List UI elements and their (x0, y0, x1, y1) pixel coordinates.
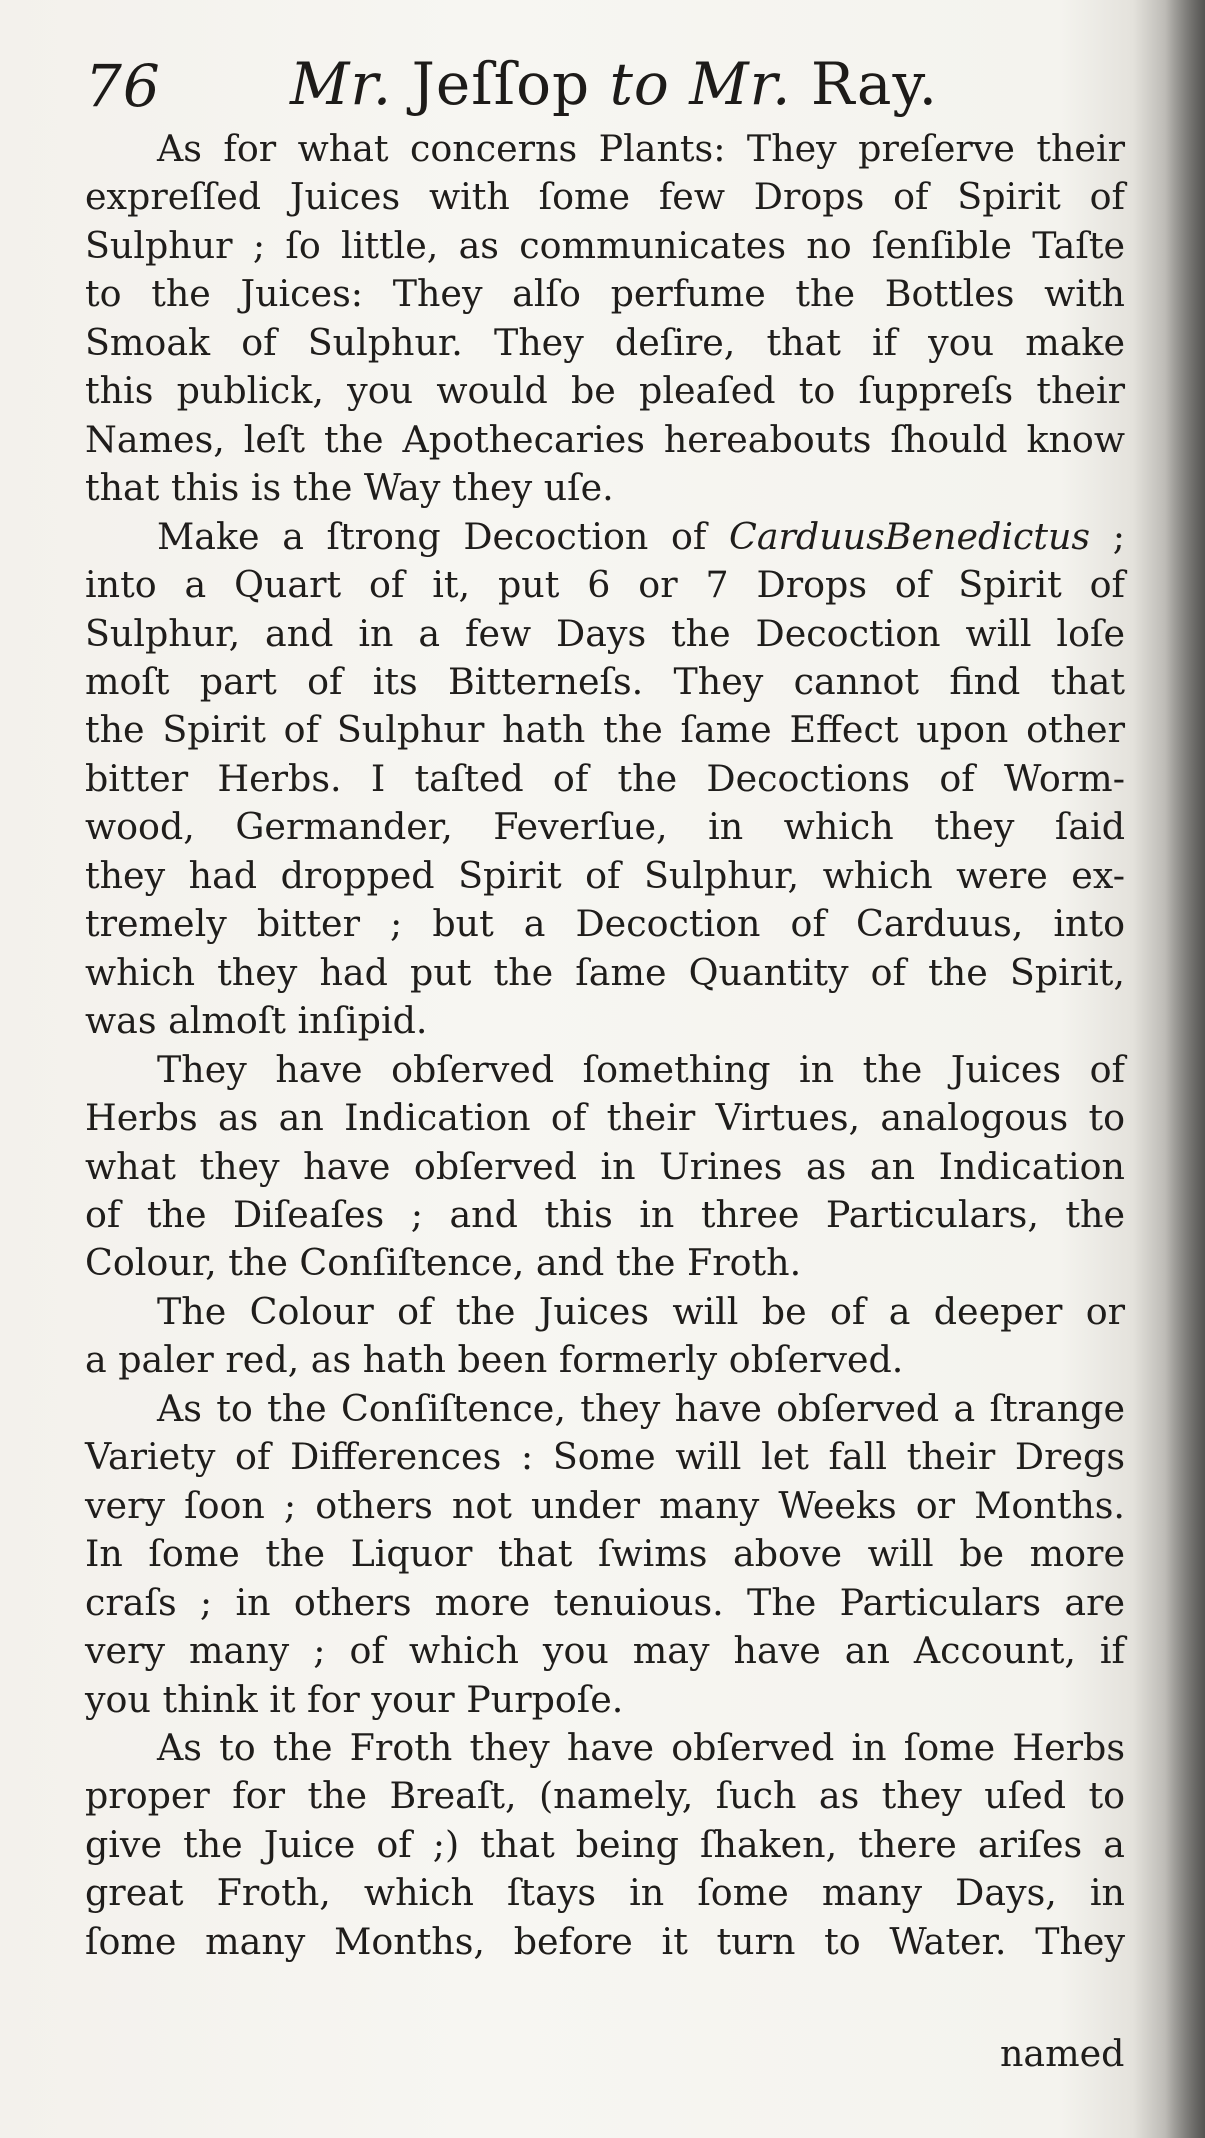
text-line: a paler red, as hath been formerly obſerved. (85, 1338, 904, 1382)
text-line: very many ; of which you may have an Account, if (85, 1629, 1125, 1673)
text-line: As to the Conſiſtence, they have obſerved a ſtrange (157, 1386, 1125, 1430)
text-line: great Froth, which ſtays in ſome many Days, in (85, 1871, 1125, 1915)
catchword: named (1000, 2032, 1125, 2075)
text-line: The Colour of the Juices will be of a deeper or (157, 1289, 1125, 1333)
title-mr-2: Mr. (689, 50, 792, 118)
title-mr-1: Mr. (290, 50, 393, 118)
text-line: very ſoon ; others not under many Weeks or Months. (85, 1483, 1125, 1527)
text-line: In ſome the Liquor that ſwims above will be more (85, 1532, 1125, 1576)
text-line: Smoak of Sulphur. They deſire, that if you make (85, 320, 1125, 364)
text-line: bitter Herbs. I taſted of the Decoctions of Worm- (85, 756, 1125, 800)
text-line-with-italic (85, 513, 1125, 561)
text-line: Herbs as an Indication of their Virtues, analogous to (85, 1096, 1125, 1140)
text-line: As for what concerns Plants: They preſerve their (157, 127, 1125, 170)
text-line: tremely bitter ; but a Decoction of Carduus, into (85, 902, 1125, 946)
text-line: was almoſt inſipid. (85, 999, 428, 1043)
text-line: this publick, you would be pleaſed to ſuppreſs their (85, 369, 1125, 413)
body-text (85, 125, 1125, 1966)
title-to: to (609, 50, 670, 118)
text-line: you think it for your Purpoſe. (85, 1677, 624, 1721)
text-line: the Spirit of Sulphur hath the ſame Effect upon other (85, 708, 1125, 752)
page-edge-shadow (1165, 0, 1205, 2138)
page-number: 76 (85, 52, 161, 120)
title-name-jessop: Jeſſop (411, 50, 591, 118)
text-line: what they have obſerved in Urines as an Indication (85, 1144, 1125, 1188)
text-line: They have obſerved ſomething in the Juices of (157, 1047, 1125, 1091)
text-line: into a Quart of it, put 6 or 7 Drops of Spirit of (85, 563, 1125, 607)
text-line: Sulphur, and in a few Days the Decoction will loſe (85, 611, 1125, 655)
text-line: expreſſed Juices with ſome few Drops of Spirit of (85, 175, 1125, 219)
text-line: moſt part of its Bitterneſs. They cannot find that (85, 659, 1125, 703)
text-line: they had dropped Spirit of Sulphur, which were ex- (85, 853, 1125, 897)
text-fragment: ; (1090, 514, 1126, 558)
text-line: of the Diſeaſes ; and this in three Particulars, the (85, 1192, 1125, 1236)
text-line: Variety of Differences : Some will let fall their Dregs (85, 1435, 1125, 1479)
text-line: Sulphur ; ſo little, as communicates no ſenſible Taſte (85, 223, 1125, 267)
text-line: which they had put the ſame Quantity of the Spirit, (85, 950, 1125, 994)
text-line: to the Juices: They alſo perfume the Bottles with (85, 272, 1125, 316)
text-line: Names, leſt the Apothecaries hereabouts ſhould know (85, 417, 1125, 461)
text-line: give the Juice of ;) that being ſhaken, there ariſes a (85, 1822, 1125, 1866)
text-line: ſome many Months, before it turn to Water. They (85, 1919, 1125, 1963)
text-line: proper for the Breaſt, (namely, ſuch as they uſed to (85, 1774, 1125, 1818)
text-line: craſs ; in others more tenuious. The Particulars are (85, 1580, 1125, 1624)
text-line: As to the Froth they have obſerved in ſome Herbs (157, 1725, 1125, 1769)
text-line: that this is the Way they uſe. (85, 466, 614, 510)
text-line: Colour, the Conſiſtence, and the Froth. (85, 1241, 802, 1285)
text-line: wood, Germander, Feverſue, in which they ſaid (85, 805, 1125, 849)
title-name-ray: Ray. (810, 50, 939, 118)
running-title (290, 50, 938, 118)
italic-plant-name: CarduusBenedictus (729, 514, 1091, 558)
text-fragment: Make a ſtrong Decoction of (157, 514, 729, 558)
